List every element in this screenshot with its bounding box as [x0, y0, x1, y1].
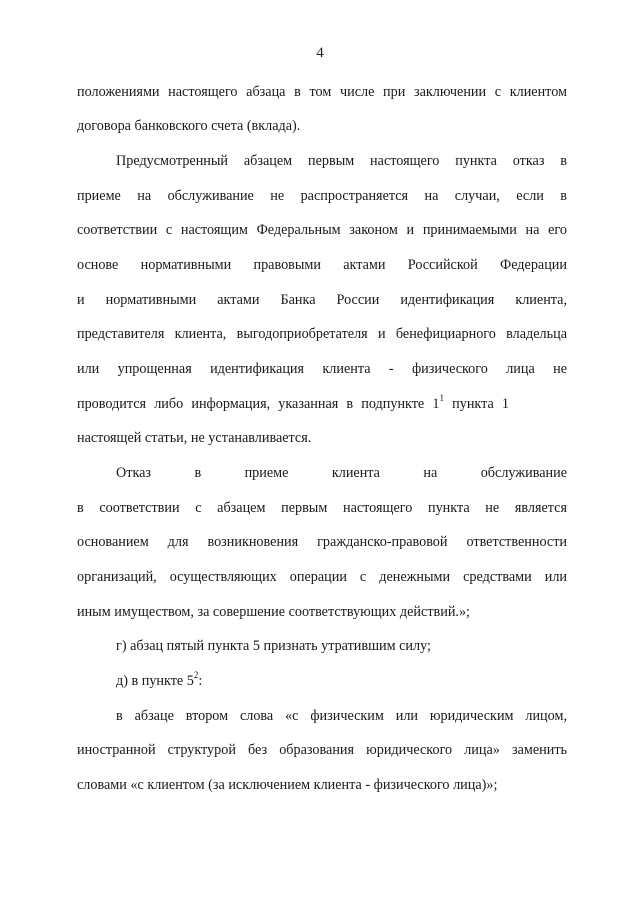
superscript: 1: [439, 393, 444, 404]
text-line: Предусмотренный абзацем первым настоящего пункта отказ в: [116, 153, 567, 169]
text-line: настоящей статьи, не устанавливается.: [77, 430, 312, 446]
text-fragment: пункта 1: [443, 396, 510, 412]
text-line: Отказ в приеме клиента на обслуживание: [116, 465, 567, 481]
text-line: иностранной структурой без образования юридического лица» заменить: [77, 742, 567, 758]
text-line: соответствии с настоящим Федеральным законом и принимаемыми на его: [77, 222, 567, 238]
text-line: словами «с клиентом (за исключением клиента - физического лица)»;: [77, 777, 498, 793]
text-line: организаций, осуществляющих операции с денежными средствами или: [77, 569, 567, 585]
text-fragment: проводится либо информация, указанная в подпункте 1: [77, 396, 440, 412]
text-fragment: :: [198, 673, 203, 689]
text-line: положениями настоящего абзаца в том числе при заключении с клиентом: [77, 84, 567, 100]
text-fragment: д) в пункте 5: [116, 673, 194, 689]
text-line: основе нормативными правовыми актами Российской Федерации: [77, 257, 567, 273]
text-line: или упрощенная идентификация клиента - физического лица не: [77, 361, 567, 377]
superscript: 2: [193, 670, 199, 681]
text-line: и нормативными актами Банка России идентификация клиента,: [77, 292, 567, 308]
text-line: в абзаце втором слова «с физическим или юридическим лицом,: [116, 708, 567, 724]
text-line: договора банковского счета (вклада).: [77, 118, 301, 134]
text-line: представителя клиента, выгодоприобретателя и бенефициарного владельца: [77, 326, 567, 342]
text-line: [116, 672, 567, 690]
text-line: г) абзац пятый пункта 5 признать утратившим силу;: [116, 638, 431, 654]
page-number: 4: [316, 45, 324, 61]
text-line: [77, 395, 567, 413]
text-line: приеме на обслуживание не распространяется на случаи, если в: [77, 188, 567, 204]
text-line: в соответствии с абзацем первым настоящего пункта не является: [77, 500, 567, 516]
text-line: основанием для возникновения гражданско-правовой ответственности: [77, 534, 567, 550]
text-line: иным имуществом, за совершение соответствующих действий.»;: [77, 604, 470, 620]
